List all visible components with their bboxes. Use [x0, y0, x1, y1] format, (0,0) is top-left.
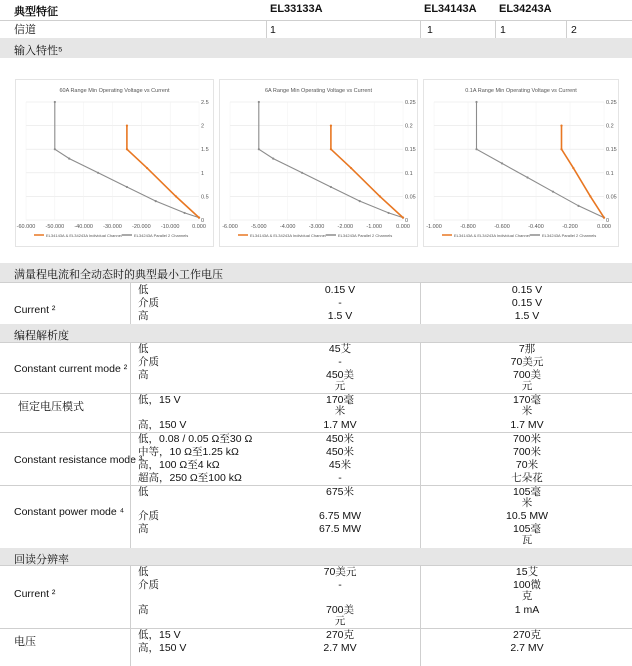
value-cell: 瓦: [521, 534, 533, 546]
y-tick-label: 0.05: [405, 194, 416, 201]
data-point: [155, 200, 157, 202]
divider: [0, 565, 632, 566]
data-point: [183, 212, 185, 214]
value-cell: -: [338, 297, 342, 309]
value-cell: 105毫: [512, 523, 542, 535]
x-tick-label: 0.000: [597, 224, 611, 230]
header-model-3: EL34243A: [499, 3, 552, 15]
value-cell: 45米: [328, 459, 352, 471]
value-cell: 0.15 V: [511, 284, 543, 296]
level-label: 低: [138, 284, 149, 296]
x-tick-label: -50.000: [45, 224, 65, 230]
value-cell: 45艾: [328, 343, 352, 355]
level-label: 高: [138, 604, 149, 616]
x-tick-label: -6.000: [222, 224, 238, 230]
x-tick-label: -0.600: [494, 224, 510, 230]
header-label: 典型特征: [14, 6, 58, 18]
data-point: [330, 125, 332, 127]
divider: [420, 282, 421, 324]
level-label: 低: [138, 343, 149, 355]
divider: [420, 342, 421, 548]
y-tick-label: 0.5: [201, 194, 209, 201]
header-model-2: EL34143A: [424, 3, 477, 15]
y-tick-label: 0.25: [606, 100, 617, 106]
chart-60a: [15, 79, 214, 247]
data-point: [387, 212, 389, 214]
divider: [0, 20, 632, 21]
y-tick-label: 0.2: [606, 123, 614, 130]
value-cell: 700美: [325, 604, 355, 616]
data-point: [258, 148, 260, 150]
value-cell: 100微: [512, 579, 542, 591]
data-point: [589, 195, 591, 197]
value-cell: 克: [521, 590, 533, 602]
y-tick-label: 0: [201, 218, 205, 224]
data-point: [501, 162, 503, 164]
level-label: 低，15 V: [138, 394, 181, 406]
x-tick-label: 0.000: [396, 224, 410, 230]
value-cell: 450美: [325, 369, 355, 381]
y-tick-label: 1.5: [201, 147, 209, 154]
value-cell: 1.5 V: [514, 310, 540, 322]
value-cell: 7那: [518, 343, 536, 355]
chart-svg: [424, 80, 618, 246]
level-label: 高，150 V: [138, 419, 187, 431]
level-label: 高，150 V: [138, 642, 187, 654]
data-point: [301, 172, 303, 174]
chart-6a: [219, 79, 418, 247]
value-cell: 700米: [512, 446, 542, 458]
section-programming: [0, 324, 632, 342]
value-cell: 米: [521, 497, 533, 509]
channel-value: 1: [500, 24, 506, 36]
data-point: [379, 195, 381, 197]
x-tick-label: -30.000: [103, 224, 122, 230]
divider: [420, 565, 421, 666]
legend-label: EL34143A & EL34243A Individual Channel: [46, 233, 122, 238]
level-label: 中等，10 Ω至1.25 kΩ: [138, 446, 239, 458]
data-point: [350, 167, 352, 169]
divider: [495, 20, 496, 38]
value-cell: 米: [521, 405, 533, 417]
chart-svg: [220, 80, 417, 246]
value-cell: 70米: [515, 459, 539, 471]
data-point: [330, 148, 332, 150]
x-tick-label: -5.000: [251, 224, 267, 230]
chart-title: 0.1A Range Min Operating Voltage vs Current: [465, 88, 577, 94]
series-line-gray: [259, 102, 403, 218]
value-cell: 2.7 MV: [510, 642, 544, 654]
value-cell: 元: [334, 615, 346, 627]
data-point: [97, 172, 99, 174]
chart-title: 6A Range Min Operating Voltage vs Current: [264, 88, 373, 94]
level-label: 低，15 V: [138, 629, 181, 641]
level-label: 低，0.08 / 0.05 Ω至30 Ω: [138, 433, 253, 445]
value-cell: 675米: [325, 486, 355, 498]
x-tick-label: 0.000: [192, 224, 206, 230]
value-cell: 67.5 MW: [318, 523, 361, 535]
x-tick-label: -1.000: [366, 224, 382, 230]
x-tick-label: -20.000: [132, 224, 151, 230]
level-label: 介质: [138, 579, 159, 591]
data-point: [126, 148, 128, 150]
section-title: 输入特性⁵: [14, 45, 63, 57]
divider: [266, 20, 267, 38]
value-cell: 700米: [512, 433, 542, 445]
value-cell: 450米: [325, 433, 355, 445]
y-tick-label: 0.15: [405, 147, 416, 154]
y-tick-label: 2.5: [201, 100, 209, 106]
value-cell: 170毫: [325, 394, 355, 406]
value-cell: 1.7 MV: [323, 419, 357, 431]
value-cell: 700美: [512, 369, 542, 381]
legend-label: EL34243A Parallel 2 Channels: [542, 233, 597, 238]
data-point: [126, 186, 128, 188]
divider: [566, 20, 567, 38]
data-point: [198, 217, 200, 219]
series-line-gray: [55, 102, 199, 218]
data-point: [175, 195, 177, 197]
y-tick-label: 0.1: [606, 170, 614, 177]
level-label: 低: [138, 486, 149, 498]
legend-label: EL34143A & EL34243A Individual Channel: [250, 233, 326, 238]
section-title: 编程解析度: [14, 330, 69, 342]
level-label: 介质: [138, 356, 159, 368]
channel-label: 信道: [14, 24, 36, 36]
data-point: [475, 148, 477, 150]
y-tick-label: 2: [201, 123, 205, 130]
level-label: 介质: [138, 297, 159, 309]
level-label: 超高，250 Ω至100 kΩ: [138, 472, 242, 484]
y-tick-label: 0: [405, 218, 409, 224]
level-label: 高: [138, 310, 149, 322]
cr-mode-label: Constant resistance mode ³: [14, 454, 143, 466]
x-tick-label: -0.200: [562, 224, 578, 230]
y-tick-label: 0.15: [606, 147, 617, 154]
y-tick-label: 0.2: [405, 123, 413, 130]
value-cell: 元: [521, 380, 533, 392]
data-point: [330, 186, 332, 188]
section-title: 满量程电流和全动态时的典型最小工作电压: [14, 269, 223, 281]
divider: [130, 282, 131, 324]
channel-value: 1: [270, 24, 276, 36]
x-tick-label: -0.800: [460, 224, 476, 230]
data-point: [54, 101, 56, 103]
data-point: [475, 101, 477, 103]
y-tick-label: 0.1: [405, 170, 413, 177]
x-tick-label: -40.000: [74, 224, 93, 230]
section-input: [0, 38, 632, 58]
legend-label: EL34243A Parallel 2 Channels: [338, 233, 393, 238]
x-tick-label: -60.000: [16, 224, 36, 230]
y-tick-label: 0: [606, 218, 610, 224]
current-label: Current ²: [14, 588, 56, 600]
value-cell: -: [338, 356, 342, 368]
data-point: [359, 200, 361, 202]
value-cell: 15艾: [515, 566, 539, 578]
data-point: [552, 191, 554, 193]
data-point: [258, 101, 260, 103]
value-cell: 元: [334, 380, 346, 392]
data-point: [603, 217, 605, 219]
value-cell: 450米: [325, 446, 355, 458]
channel-value: 1: [427, 24, 433, 36]
current-label: Current ²: [14, 304, 56, 316]
level-label: 低: [138, 566, 149, 578]
series-line-gray: [477, 102, 605, 218]
divider: [420, 20, 421, 38]
data-point: [272, 158, 274, 160]
data-point: [402, 217, 404, 219]
cc-mode-label: Constant current mode ²: [14, 363, 128, 375]
table-header: [0, 0, 632, 20]
level-label: 高，100 Ω至4 kΩ: [138, 459, 220, 471]
cv-mode-label: 恒定电压模式: [18, 401, 84, 413]
value-cell: 1.5 V: [327, 310, 353, 322]
value-cell: 6.75 MW: [318, 510, 361, 522]
section-readback: [0, 548, 632, 565]
y-tick-label: 0.05: [606, 194, 617, 201]
value-cell: 2.7 MV: [323, 642, 357, 654]
data-point: [68, 158, 70, 160]
value-cell: 七朵花: [511, 472, 543, 484]
channel-value: 2: [571, 24, 577, 36]
value-cell: 1 mA: [514, 604, 540, 616]
value-cell: 1.7 MV: [510, 419, 544, 431]
value-cell: 170毫: [512, 394, 542, 406]
series-line-orange: [562, 126, 605, 218]
value-cell: 105毫: [512, 486, 542, 498]
y-tick-label: 0.25: [405, 100, 416, 106]
data-point: [146, 167, 148, 169]
data-point: [526, 176, 528, 178]
chart-0-1a: [423, 79, 619, 247]
value-cell: 10.5 MW: [505, 510, 548, 522]
header-model-1: EL33133A: [270, 3, 323, 15]
divider: [0, 342, 632, 343]
data-point: [54, 148, 56, 150]
data-point: [560, 125, 562, 127]
x-tick-label: -0.400: [528, 224, 544, 230]
x-tick-label: -2.000: [337, 224, 354, 230]
value-cell: 0.15 V: [324, 284, 356, 296]
x-tick-label: -1.000: [426, 224, 442, 230]
x-tick-label: -3.000: [308, 224, 325, 230]
value-cell: 270克: [512, 629, 542, 641]
section-min-voltage: [0, 263, 632, 282]
divider: [130, 342, 131, 548]
chart-title: 60A Range Min Operating Voltage vs Current: [59, 88, 170, 94]
data-point: [572, 167, 574, 169]
x-tick-label: -10.000: [160, 224, 180, 230]
section-title: 回读分辨率: [14, 554, 69, 566]
level-label: 高: [138, 523, 149, 535]
level-label: 介质: [138, 510, 159, 522]
value-cell: 70美元: [510, 356, 544, 368]
data-point: [560, 148, 562, 150]
value-cell: 米: [334, 405, 346, 417]
legend-label: EL34143A & EL34243A Individual Channel: [454, 233, 530, 238]
chart-svg: [16, 80, 213, 246]
value-cell: 270克: [325, 629, 355, 641]
x-tick-label: -4.000: [279, 224, 296, 230]
value-cell: 70美元: [323, 566, 357, 578]
data-point: [126, 125, 128, 127]
y-tick-label: 1: [201, 170, 205, 177]
legend-label: EL34243A Parallel 2 Channels: [134, 233, 189, 238]
value-cell: -: [338, 472, 342, 484]
value-cell: 0.15 V: [511, 297, 543, 309]
data-point: [577, 205, 579, 207]
divider: [0, 282, 632, 283]
cp-mode-label: Constant power mode ⁴: [14, 506, 125, 518]
divider: [130, 565, 131, 666]
voltage-label: 电压: [14, 636, 36, 648]
value-cell: -: [338, 579, 342, 591]
level-label: 高: [138, 369, 149, 381]
